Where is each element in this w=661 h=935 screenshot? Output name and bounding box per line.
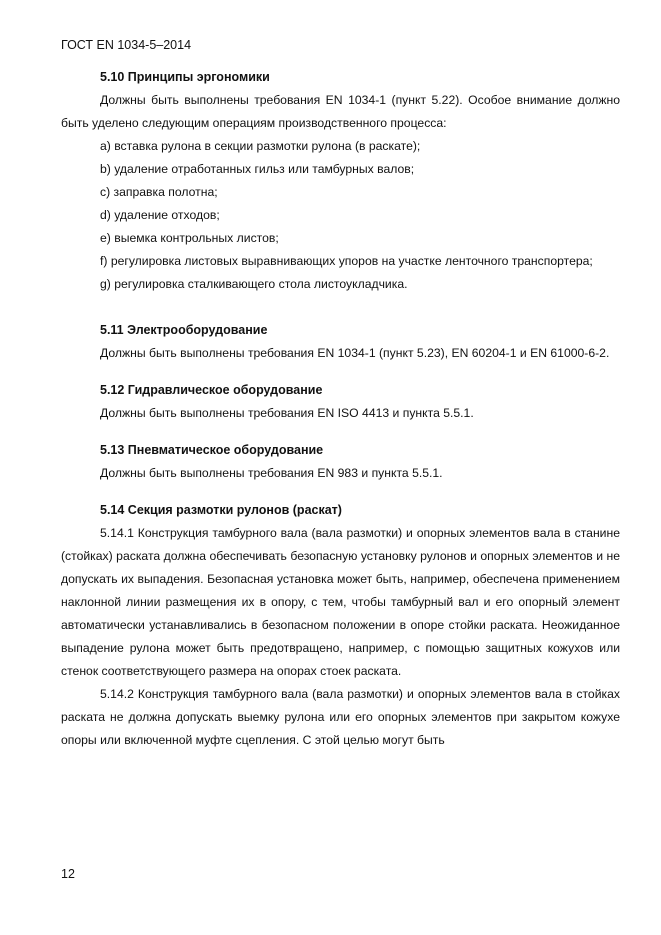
paragraph-5-14-1: 5.14.1 Конструкция тамбурного вала (вала размотки) и опорных элементов вала в станине (стойках) раската должна обеспечивать безопасную установку рулонов и опорных элементов и не допускать их выпадения. Безопасная установка может быть, например, обеспечена применением наклонной линии размещения их в опору, с тем, чтобы тамбурный вал и его опорный элемент автоматически устанавливались в безопасном положении в опоре стойки раската. Неожиданное выпадение рулона может быть предотвращено, например, с помощью защитных кожухов или стенок соответствующего размера на опорах стоек раската. [61,526,620,678]
section-title-5-13: 5.13 Пневматическое оборудование [100,443,324,457]
list-item: g) регулировка сталкивающего стола листоукладчика. [100,277,408,291]
document-body [61,66,620,752]
section-text-5-11: Должны быть выполнены требования EN 1034-1 (пункт 5.23), EN 60204-1 и EN 61000-6-2. [100,346,610,360]
section-title-5-12: 5.12 Гидравлическое оборудование [100,383,323,397]
list-item: f) регулировка листовых выравнивающих упоров на участке ленточного транспортера; [100,254,593,268]
section-title-5-14: 5.14 Секция размотки рулонов (раскат) [100,503,342,517]
list-item: a) вставка рулона в секции размотки рулона (в раскате); [100,139,421,153]
section-title-5-11: 5.11 Электрооборудование [100,323,268,337]
section-title-5-10: 5.10 Принципы эргономики [100,70,270,84]
section-text-5-10: Должны быть выполнены требования EN 1034-1 (пункт 5.22). Особое внимание должно быть уделено следующим операциям производственного процесса: [61,93,620,130]
page-number: 12 [61,867,75,881]
list-item: e) выемка контрольных листов; [100,231,279,245]
paragraph-5-14-2: 5.14.2 Конструкция тамбурного вала (вала размотки) и опорных элементов вала в стойках раската не должна допускать выемку рулона или его опорных элементов при закрытом кожухе опоры или включенной муфте сцепления. С этой целью могут быть [61,687,620,747]
list-item: c) заправка полотна; [100,185,218,199]
list-item: b) удаление отработанных гильз или тамбурных валов; [100,162,415,176]
section-text-5-12: Должны быть выполнены требования EN ISO 4413 и пункта 5.5.1. [100,406,474,420]
section-text-5-13: Должны быть выполнены требования EN 983 и пункта 5.5.1. [100,466,443,480]
list-item: d) удаление отходов; [100,208,220,222]
document-header: ГОСТ EN 1034-5–2014 [61,38,192,52]
